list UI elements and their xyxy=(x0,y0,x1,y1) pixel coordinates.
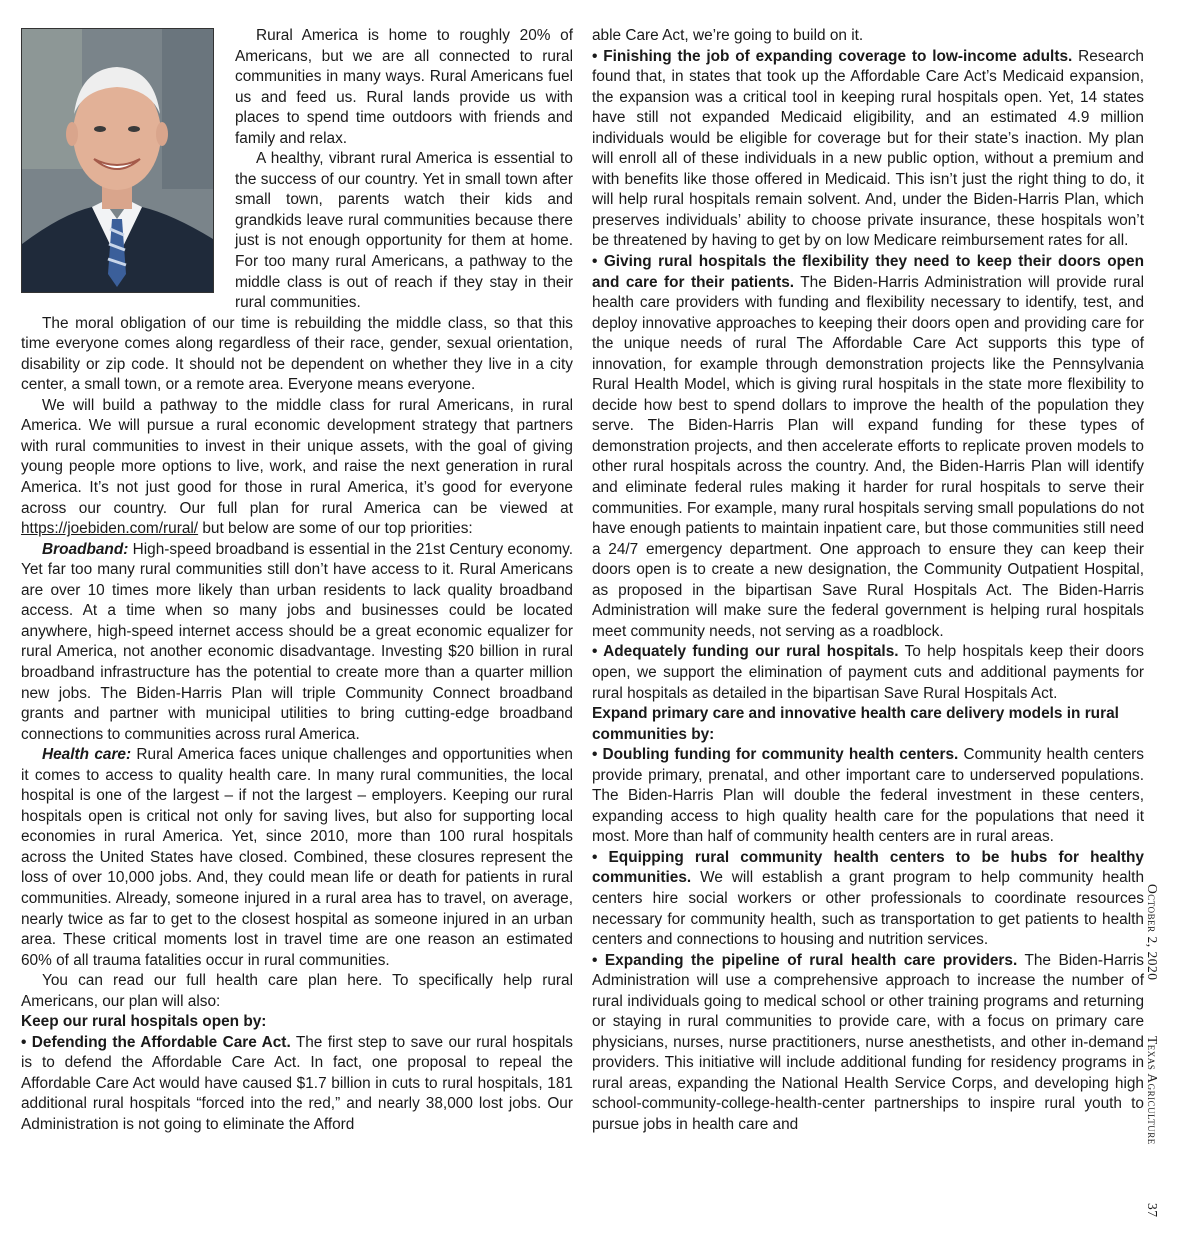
rural-america-paragraph: A healthy, vibrant rural America is essential to the success of our country. Yet in small town after small town, parents watch their kids and grandkids leave rural communities because there just is not enough opportunity for them at home. For too many rural Americans, a pathway to the middle class is out of reach if they stay in their rural communities. xyxy=(235,150,573,312)
bullet-text: We will establish a grant program to help community health centers hire social workers or other professionals to coordinate resources necessary for community health, such as transportation to get patients to health centers and connections to housing and nutrition services. xyxy=(592,869,1144,949)
bullet-label: • Defending the Affordable Care Act. xyxy=(21,1033,291,1051)
bullet-text: Research found that, in states that took up the Affordable Care Act’s Medicaid expansion, the expansion was a critical tool in keeping rural hospitals open. Yet, 14 states have still not expanded Medicaid eligibility, and an estimated 4.9 million individuals would be eligible for coverage but for their state’s inaction. My plan will enroll all of these individuals in a new public option, without a premium and with benefits like those offered in Medicaid. This isn’t just the right thing to do, it will help rural hospitals remain solvent. And, under the Biden-Harris Plan, which preserves individuals’ ability to choose private insurance, these hospitals won’t be threatened by having to get by on low Medicare reimbursement rates for all. xyxy=(592,47,1144,250)
bullet-text: The Biden-Harris Administration will use a comprehensive approach to increase the number of rural individuals going to medical school or other training programs and returning or staying in rural communities to provide care, with a focus on primary care physicians, nurses, nurse practitioners, nurse anesthetists, and other in-demand providers. This initiative will include additional funding for residency programs in rural areas, expanding the National Health Service Corps, and developing high school-community-college-health-center partnerships to inspire rural youth to pursue jobs in health care and xyxy=(592,951,1144,1133)
sidebar-publication: Texas Agriculture xyxy=(1145,1036,1160,1145)
bullet-text: To help hospitals keep their doors open, we support the elimination of payment cuts and additional payments for rural hospitals as detailed in the bipartisan Save Rural Hospitals Act. xyxy=(592,643,1144,702)
bullet-label: • Giving rural hospitals the flexibility they need to keep their doors open and care for their patients. xyxy=(592,253,1144,291)
intro-paragraph: Rural America is home to roughly 20% of Americans, but we are all connected to rural communities in many ways. Rural Americans fuel us and feed us. Rural lands provide us with places to spend time outdoors with friends and family and relax. xyxy=(235,27,573,147)
section-heading-hospitals: Keep our rural hospitals open by: xyxy=(21,1013,267,1031)
health-care-paragraph xyxy=(21,745,573,971)
bullet-text: Community health centers provide primary, prenatal, and other important care to underserved populations. The Biden-Harris Plan will double the federal investment in these centers, expanding access to high quality health care for the populations that need it most. More than half of community health centers are in rural areas. xyxy=(592,746,1144,846)
broadband-paragraph xyxy=(21,540,573,745)
bullet-text: The first step to save our rural hospitals is to defend the Affordable Care Act. In fact, one proposal to repeal the Affordable Care Act would have caused $1.7 billion in cuts to rural hospitals, 181 additional rural hospitals “forced into the red,” and nearly 38,000 lost jobs. Our Administration is not going to eliminate the Afford xyxy=(21,1033,573,1133)
bullet-label: • Finishing the job of expanding coverage to low-income adults. xyxy=(592,47,1073,65)
health-care-text: Rural America faces unique challenges and opportunities when it comes to access to quality health care. In many rural communities, the local hospital is one of the largest – if not the largest – employers. Keeping our rural hospitals open is critical not only for saving lives, but also for supporting local economies in rural America. Yet, since 2010, more than 100 rural hospitals across the United States have closed. Combined, these closures represent the loss of over 10,000 jobs. And, they could mean life or death for patients in rural communities. Already, someone injured in a rural area has to travel, on average, nearly twice as far to get to the closest hospital as someone injured in an urban area. These critical moments lost in travel time are one reason an estimated 60% of all trauma fatalities occur in rural communities. xyxy=(21,746,573,969)
bullet-label: • Adequately funding our rural hospitals. xyxy=(592,643,899,661)
left-column xyxy=(21,26,573,1136)
bullet-label: • Equipping rural community health centers to be hubs for healthy communities. xyxy=(592,848,1144,887)
broadband-label: Broadband: xyxy=(42,540,129,558)
pathway-text: We will build a pathway to the middle class for rural Americans, in rural America. We will pursue a rural economic development strategy that partners with rural communities to invest in their unique assets, with the goal of giving young people more options to live, work, and raise the next generation in rural America. It’s not just good for those in rural America, it’s good for everyone across our country. Our full plan for rural America can be viewed at xyxy=(21,396,573,517)
portrait-photo xyxy=(21,28,214,293)
rural-plan-link[interactable]: https://joebiden.com/rural/ xyxy=(21,520,199,538)
bullet-label: • Doubling funding for community health centers. xyxy=(592,746,959,764)
sidebar-date: October 2, 2020 xyxy=(1145,884,1160,981)
health-care-label: Health care: xyxy=(42,746,132,764)
portrait-illustration xyxy=(22,29,213,292)
bullet-text: The Biden-Harris Administration will provide rural health care providers with funding and flexibility necessary to identify, test, and deploy innovative approaches to keeping their doors open and providing care for the unique needs of rural The Affordable Care Act supports this type of innovation, for example through demonstration projects like the Pennsylvania Rural Health Model, which is giving rural hospitals in the state more flexibility to decide how best to spend dollars to improve the health of the population they serve. The Biden-Harris Plan will expand funding for these types of demonstration projects, and then accelerate efforts to replicate proven models to other rural hospitals across the country. And, the Biden-Harris Plan will identify and eliminate federal rules making it harder for rural hospitals to serve their communities. For example, many rural hospitals serving small populations do not have enough patients to maintain inpatient care, but those communities still need a 24/7 emergency department. One approach to ensure they can keep their doors open is to create a new designation, the Community Outpatient Hospital, as proposed in the bipartisan Save Rural Hospitals Act. The Biden-Harris Administration will make sure the federal government is helping rural hospitals meet community needs, not serving as a roadblock. xyxy=(592,273,1144,640)
page-number: 37 xyxy=(1145,1203,1160,1218)
continued-text: able Care Act, we’re going to build on it. xyxy=(592,27,864,44)
section-heading-primary-care: Expand primary care and innovative health care delivery models in rural communities by: xyxy=(592,705,1119,743)
broadband-text: High-speed broadband is essential in the 21st Century economy. Yet far too many rural communities still don’t have access to it. Rural Americans are over 10 times more likely than urban residents to lack quality broadband access. At a time when so many jobs and businesses could be located anywhere, high-speed internet access should be a great economic equalizer for rural America, not another economic disadvantage. Investing $20 billion in rural broadband infrastructure has the potential to create more than a quarter million new jobs. The Biden-Harris Plan will triple Community Connect broadband grants and partner with municipal utilities to bring cutting-edge broadband connections to communities across rural America. xyxy=(21,540,573,743)
bullet-label: • Expanding the pipeline of rural health care providers. xyxy=(592,951,1018,969)
right-column xyxy=(592,26,1144,1136)
bullet-funding-hospitals xyxy=(592,642,1144,704)
health-plan-paragraph: You can read our full health care plan here. To specifically help rural Americans, our plan will also: xyxy=(21,972,573,1010)
moral-obligation-paragraph: The moral obligation of our time is rebuilding the middle class, so that this time everyone comes along regardless of their race, gender, sexual orientation, disability or zip code. It should not be dependent on whether they live in a city center, a small town, or a remote area. Everyone means everyone. xyxy=(21,314,573,394)
bullet-doubling-funding xyxy=(592,745,1144,848)
bullet-defending-aca xyxy=(21,1033,573,1136)
bullet-expanding-coverage xyxy=(592,47,1144,252)
pathway-paragraph xyxy=(21,396,573,540)
bullet-health-hubs xyxy=(592,848,1144,951)
pathway-text-end: but below are some of our top priorities: xyxy=(198,520,473,538)
bullet-provider-pipeline xyxy=(592,951,1144,1136)
bullet-flexibility xyxy=(592,252,1144,642)
